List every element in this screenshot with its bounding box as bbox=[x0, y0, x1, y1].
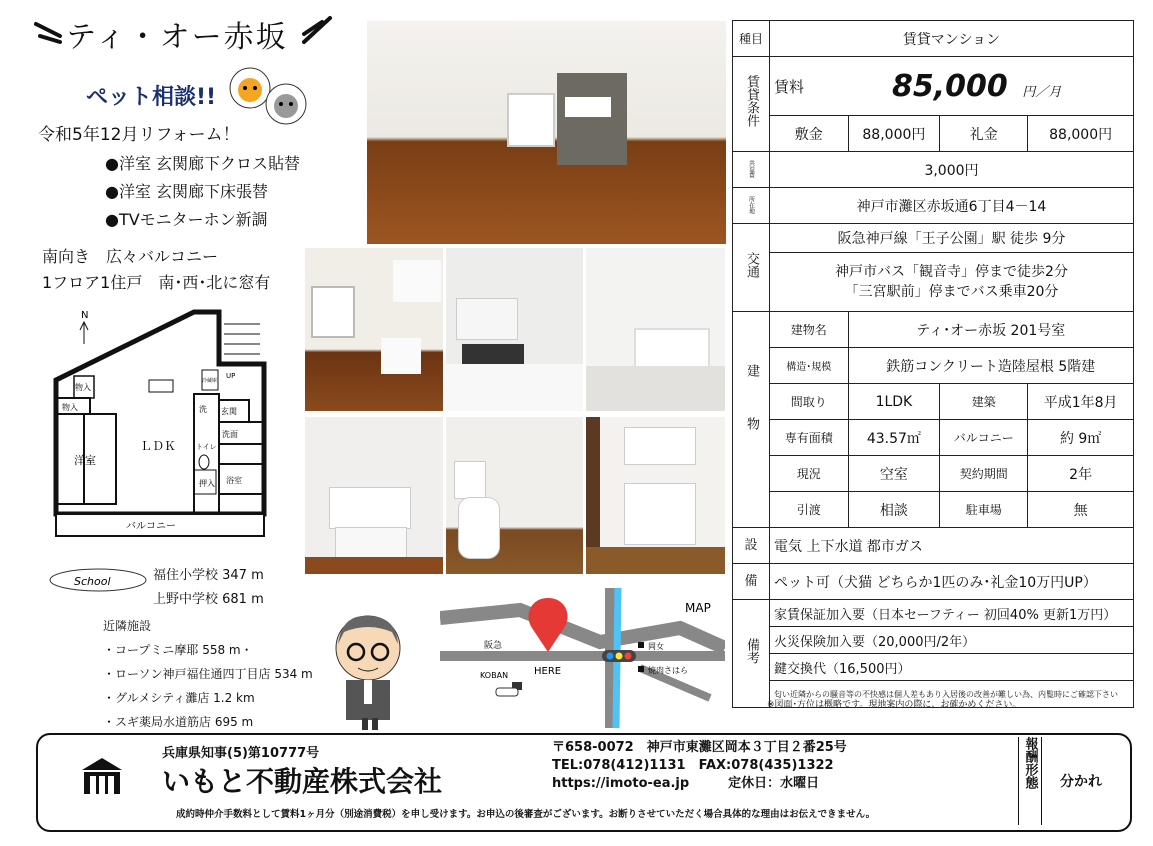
nearby-item: ・ローソン神戸福住通四丁目店 534 m bbox=[103, 667, 313, 681]
map-label: MAP bbox=[685, 601, 711, 615]
address-label: 所在地 bbox=[733, 188, 770, 224]
nearby-item: ・コープミニ摩耶 558 m・ bbox=[103, 643, 253, 657]
koban-label: KOBAN bbox=[480, 671, 509, 680]
transport-bus: 神戸市バス「観音寺」停まで徒歩2分 「三宮駅前」停までバス乗車20分 bbox=[770, 253, 1134, 312]
structure-label: 構造･規模 bbox=[770, 348, 849, 384]
fee-type-label: 報酬形態 bbox=[1018, 737, 1042, 825]
cat-dog-illustration bbox=[228, 64, 310, 130]
north-label: N bbox=[81, 310, 89, 321]
school-badge bbox=[48, 566, 148, 598]
svg-text:School: School bbox=[74, 575, 111, 588]
nearby-facilities bbox=[103, 614, 313, 734]
floor-plan bbox=[44, 304, 279, 553]
fee-disclaimer: 成約時仲介手数料として賃料1ヶ月分（別途消費税）を申し受けます。お申込の後審査がございます。お断りさせていただく場合具体的な理由はお伝えできません。 bbox=[176, 809, 876, 820]
features bbox=[42, 244, 270, 296]
living-room-photo bbox=[367, 21, 726, 244]
washbasin-photo bbox=[305, 417, 443, 574]
structure-value: 鉄筋コンクリート造陸屋根 5階建 bbox=[848, 348, 1134, 384]
room-label: トイレ bbox=[196, 443, 217, 451]
property-title: ティ・オー赤坂 bbox=[66, 20, 288, 55]
name-value: ティ･オー赤坂 201号室 bbox=[848, 312, 1134, 348]
feature-item: 南向き 広々バルコニー bbox=[42, 247, 219, 266]
handover-label: 引渡 bbox=[770, 492, 849, 528]
school-item: 上野中学校 681 m bbox=[153, 592, 264, 607]
balcony-label: バルコニー bbox=[940, 420, 1028, 456]
transport-label: 交通 bbox=[733, 224, 770, 312]
company-website: https://imoto-ea.jp 定休日：水曜日 bbox=[552, 776, 820, 791]
equipment-pets: ペット可（犬猫 どちらか1匹のみ･礼金10万円UP） bbox=[770, 564, 1134, 600]
company-logo-icon bbox=[80, 756, 124, 800]
built-value: 平成1年8月 bbox=[1028, 384, 1134, 420]
disclaimer-note: ※図面･方位は概略です。現地案内の際に、お確かめください。 bbox=[767, 700, 1022, 710]
contract-label: 契約期間 bbox=[940, 456, 1028, 492]
equipment-label-2: 備 bbox=[733, 564, 770, 600]
remarks-label: 備考 bbox=[733, 600, 770, 708]
decoration-left bbox=[34, 16, 64, 50]
equipment-label-1: 設 bbox=[733, 528, 770, 564]
building-label: 建物 bbox=[733, 312, 770, 528]
area-value: 43.57㎡ bbox=[848, 420, 940, 456]
area-label: 専有面積 bbox=[770, 420, 849, 456]
handover-value: 相談 bbox=[848, 492, 940, 528]
shop-label: 焼肉さはら bbox=[648, 666, 688, 675]
room-label: 洗面 bbox=[222, 430, 238, 439]
common-fee-value: 3,000円 bbox=[770, 152, 1134, 188]
remark-item: 家賃保証加入要（日本セーフティー 初回40% 更新1万円） bbox=[770, 600, 1134, 627]
feature-item: 1フロア1住戸 南･西･北に窓有 bbox=[42, 273, 271, 292]
toilet-photo bbox=[446, 417, 583, 574]
common-fee-label: 共益費 bbox=[733, 152, 770, 188]
school-item: 福住小学校 347 m bbox=[153, 568, 264, 583]
pet-consult-label: ペット相談!! bbox=[86, 85, 217, 110]
decoration-right bbox=[300, 14, 334, 52]
reform-list bbox=[105, 150, 300, 234]
status-value: 空室 bbox=[848, 456, 940, 492]
fee-type-value: 分かれ bbox=[1060, 774, 1102, 790]
type-label: 種目 bbox=[733, 21, 770, 57]
room-label: 浴室 bbox=[226, 476, 242, 485]
reform-item: ●洋室 玄関廊下床張替 bbox=[105, 182, 269, 201]
name-label: 建物名 bbox=[770, 312, 849, 348]
rent-label: 賃料 bbox=[770, 57, 849, 116]
equipment-utilities: 電気 上下水道 都市ガス bbox=[770, 528, 1134, 564]
storage-photo bbox=[586, 417, 725, 574]
remark-item: 鍵交換代（16,500円） bbox=[770, 654, 1134, 681]
deposit-label: 敷金 bbox=[770, 116, 849, 152]
room-label: 冷蔵庫 bbox=[202, 378, 218, 384]
type-value: 賃貸マンション bbox=[770, 21, 1134, 57]
key-money-value: 88,000円 bbox=[1028, 116, 1134, 152]
balcony-value: 約 9㎡ bbox=[1028, 420, 1134, 456]
room-label: 洗 bbox=[199, 405, 207, 414]
key-money-label: 礼金 bbox=[940, 116, 1028, 152]
address-value: 神戸市灘区赤坂通6丁目4－14 bbox=[770, 188, 1134, 224]
company-address: 〒658-0072 神戸市東灘区岡本３丁目２番25号 bbox=[552, 740, 847, 755]
room-label: ＬＤＫ bbox=[140, 439, 177, 453]
room-label: UP bbox=[226, 372, 236, 380]
bathroom-photo bbox=[586, 248, 725, 411]
rent-unit: 円／月 bbox=[1022, 84, 1062, 100]
transport-train: 阪急神戸線「王子公園」駅 徒歩 9分 bbox=[770, 224, 1134, 253]
nearby-title: 近隣施設 bbox=[103, 619, 152, 633]
school-list bbox=[153, 564, 264, 612]
parking-value: 無 bbox=[1028, 492, 1134, 528]
spec-table bbox=[732, 20, 1134, 708]
here-label: HERE bbox=[534, 666, 562, 677]
layout-label: 間取り bbox=[770, 384, 849, 420]
license-number: 兵庫県知事(5)第10777号 bbox=[162, 746, 320, 761]
room-label: 物入 bbox=[62, 403, 78, 412]
status-label: 現況 bbox=[770, 456, 849, 492]
rail-label: 阪急 bbox=[484, 641, 503, 651]
nearby-item: ・グルメシティ灘店 1.2 km bbox=[103, 691, 255, 705]
company-contact bbox=[552, 739, 847, 793]
map bbox=[440, 588, 725, 728]
room-label: 玄関 bbox=[221, 407, 237, 416]
built-label: 建築 bbox=[940, 384, 1028, 420]
agent-illustration bbox=[326, 608, 416, 734]
kitchen-photo-2 bbox=[446, 248, 583, 411]
nearby-item: ・スギ薬局水道筋店 695 m bbox=[103, 715, 254, 729]
company-name: いもと不動産株式会社 bbox=[162, 765, 443, 798]
remark-item: 火災保険加入要（20,000円/2年） bbox=[770, 627, 1134, 654]
deposit-value: 88,000円 bbox=[848, 116, 940, 152]
room-label: バルコニー bbox=[126, 521, 176, 532]
remark-item: 匂い近隣からの騒音等の不快感は個人差もあり入居後の改善が難しい為、内覧時にご確認下さい bbox=[770, 681, 1134, 708]
rent-cell bbox=[848, 57, 1134, 116]
rent-value: 85,000 bbox=[892, 68, 1008, 104]
company-phone: TEL:078(412)1131 FAX:078(435)1322 bbox=[552, 758, 834, 773]
layout-value: 1LDK bbox=[848, 384, 940, 420]
contract-value: 2年 bbox=[1028, 456, 1134, 492]
shop-label: 岡女 bbox=[648, 642, 664, 651]
room-label: 押入 bbox=[199, 479, 215, 488]
kitchen-photo-1 bbox=[305, 248, 443, 411]
room-label: 物入 bbox=[75, 383, 91, 392]
reform-item: ●TVモニターホン新調 bbox=[105, 210, 268, 229]
reform-item: ●洋室 玄関廊下クロス貼替 bbox=[105, 154, 301, 173]
room-label: 洋室 bbox=[74, 454, 96, 467]
terms-label: 賃貸条件 bbox=[733, 57, 770, 152]
parking-label: 駐車場 bbox=[940, 492, 1028, 528]
reform-date: 令和5年12月リフォーム！ bbox=[38, 125, 240, 145]
